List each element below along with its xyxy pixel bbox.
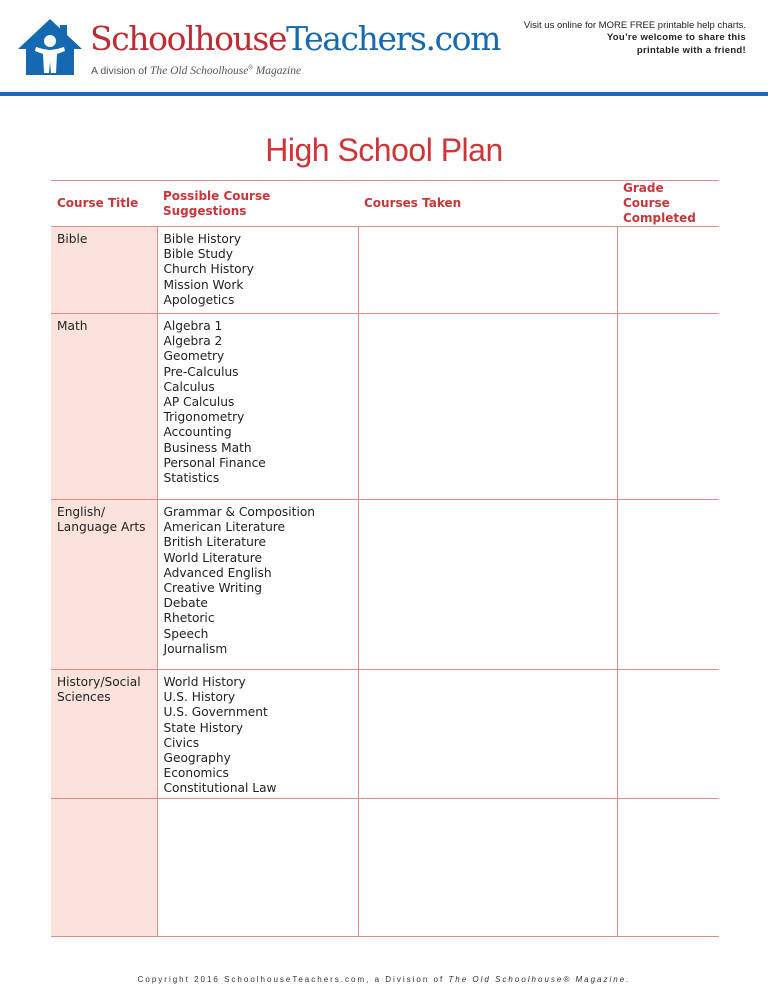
header-courses-taken: Courses Taken [358,181,617,227]
grade-cell[interactable] [617,670,719,799]
promo-line-2: You’re welcome to share this [606,32,746,44]
suggestion-item: Geography [163,751,231,766]
suggestions-cell[interactable] [157,799,358,937]
suggestion-item: Geometry [163,349,225,364]
footer-prefix: Copyright 2016 SchoolhouseTeachers.com, a Division of [137,975,445,984]
suggestion-item: Bible History [163,232,242,246]
promo-line-3: printable with a friend! [636,44,746,56]
course-title: History/Social [57,675,141,689]
suggestion-item: Trigonometry [163,410,245,425]
suggestion-item: Algebra 1 [163,319,223,333]
header-course-suggestions: Possible Course Suggestions [157,181,358,227]
table-header-row [51,181,719,227]
table-row [51,314,719,500]
suggestion-item: Creative Writing [163,581,262,596]
brand-part-dotcom: .com [425,19,501,58]
brand-wordmark [90,19,501,58]
suggestion-item: World Literature [163,550,262,565]
promo-line-1: Visit us online for MORE FREE printable help charts. [523,20,746,31]
suggestion-item: Apologetics [163,292,235,307]
suggestion-item: Pre-Calculus [163,364,239,379]
courses-taken-cell[interactable] [358,227,617,314]
suggestion-item: British Literature [163,535,267,550]
courses-taken-cell[interactable] [358,799,617,937]
course-title-cell [51,314,157,500]
course-title-cell[interactable] [51,799,157,937]
suggestion-item: Statistics [163,471,220,486]
suggestion-item: Journalism [163,641,228,656]
suggestion-item: Grammar & Composition [163,505,316,519]
footer-magazine: The Old Schoolhouse® Magazine. [448,975,631,984]
course-title-cell [51,227,157,314]
suggestion-item: Constitutional Law [163,781,277,796]
suggestion-item: Algebra 2 [163,334,223,349]
registered-mark: ® [248,65,253,72]
header-course-title: Course Title [51,181,157,227]
table-row-blank [51,799,719,937]
suggestion-item: American Literature [163,520,286,535]
division-name: The Old Schoolhouse [149,65,249,77]
copyright-footer [0,975,768,984]
courses-taken-cell[interactable] [358,500,617,670]
suggestion-item: AP Calculus [163,395,235,410]
suggestion-item: Mission Work [163,277,244,292]
course-title: Language Arts [57,520,146,535]
course-title-cell [51,500,157,670]
table-row [51,227,719,314]
grade-cell[interactable] [617,799,719,937]
suggestions-cell [157,670,358,799]
courses-taken-cell[interactable] [358,670,617,799]
suggestion-item: Economics [163,766,229,781]
high-school-plan-table [51,180,719,937]
suggestion-item: Business Math [163,440,252,455]
suggestion-item: Advanced English [163,565,272,580]
table-row [51,500,719,670]
grade-cell[interactable] [617,314,719,500]
suggestion-item: Calculus [163,379,215,394]
suggestion-item: Speech [163,626,209,641]
courses-taken-cell[interactable] [358,314,617,500]
suggestion-item: World History [163,675,246,689]
suggestion-item: U.S. History [163,690,236,705]
suggestion-item: Personal Finance [163,455,266,470]
promo-text [524,20,746,57]
schoolhouse-logo-icon [16,17,84,77]
suggestion-item: Rhetoric [163,611,215,626]
course-title: Bible [57,232,88,246]
course-title-cell [51,670,157,799]
suggestions-cell [157,227,358,314]
suggestions-cell [157,500,358,670]
course-title: Math [57,319,88,333]
header-divider [0,92,768,96]
suggestion-item: Bible Study [163,247,233,262]
header-grade-completed: Grade Course Completed [617,181,719,227]
brand-part-school: Schoolhouse [90,19,287,58]
division-suffix: Magazine [255,65,302,77]
suggestion-item: U.S. Government [163,705,268,720]
division-prefix: A division of [91,65,148,77]
division-line [91,65,301,77]
brand-part-teachers: Teachers [286,19,426,58]
grade-cell[interactable] [617,500,719,670]
suggestion-item: Civics [163,735,200,750]
suggestion-item: Accounting [163,425,232,440]
page-title: High School Plan [265,132,503,168]
table-row [51,670,719,799]
course-title: English/ [57,505,106,519]
suggestion-item: State History [163,720,243,735]
suggestion-item: Debate [163,596,208,611]
grade-cell[interactable] [617,227,719,314]
suggestion-item: Church History [163,262,254,277]
course-title: Sciences [57,690,111,705]
suggestions-cell [157,314,358,500]
